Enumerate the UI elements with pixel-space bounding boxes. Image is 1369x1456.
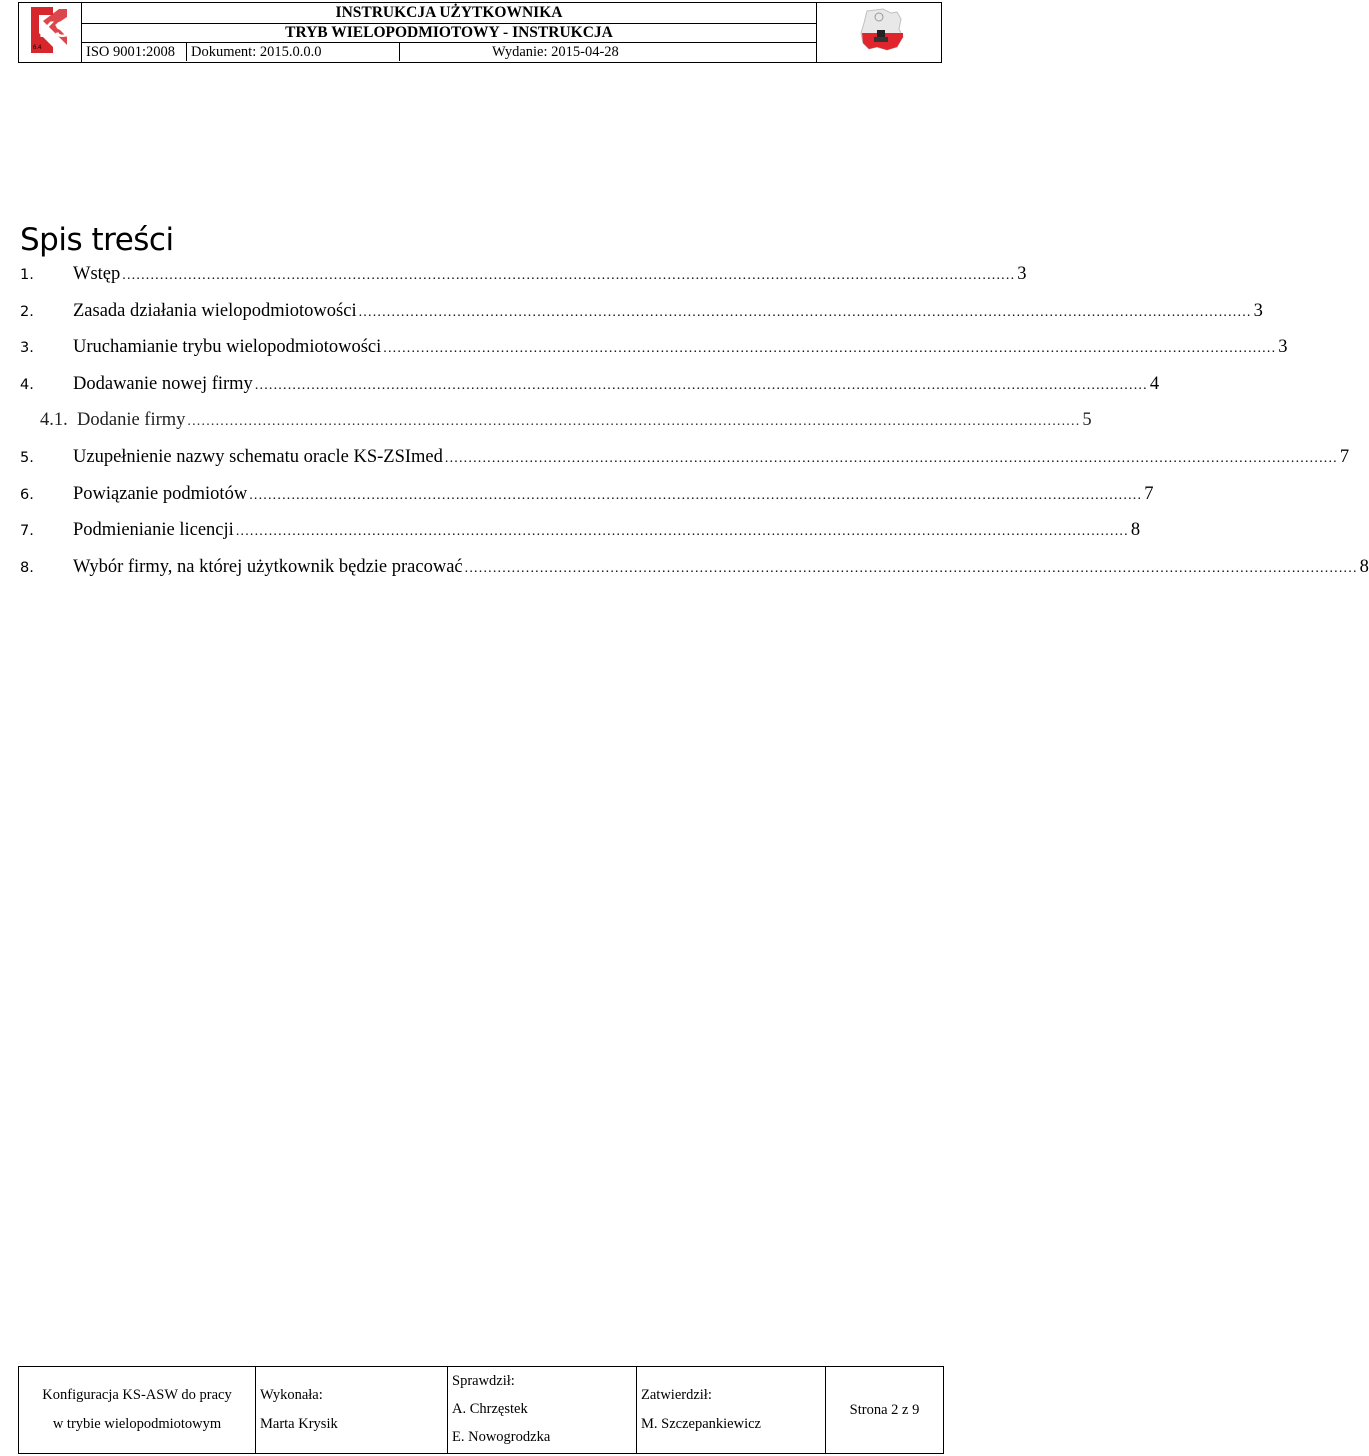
toc-item[interactable]: 3. Uruchamianie trybu wielopodmiotowości .............................................................................................................................................................................................. 3 <box>20 337 1288 358</box>
header-iso: ISO 9001:2008 <box>82 43 187 61</box>
toc-title: Spis treści <box>20 222 174 258</box>
header-edition: Wydanie: 2015-04-28 <box>492 44 619 60</box>
header-title-line1: INSTRUKCJA UŻYTKOWNIKA <box>335 4 563 21</box>
header-meta-row <box>82 42 816 61</box>
certificate-poland-map-icon <box>817 3 939 57</box>
footer-document-name: Konfiguracja KS-ASW do pracy w trybie wielopodmiotowym <box>19 1367 256 1454</box>
ks-logo-icon <box>19 3 79 57</box>
ks-logo-cell <box>19 3 82 63</box>
document-header <box>18 2 942 58</box>
toc-item[interactable]: 2. Zasada działania wielopodmiotowości .............................................................................................................................................................................................. 3 <box>20 300 1263 321</box>
header-title-line2: TRYB WIELOPODMIOTOWY - INSTRUKCJA <box>82 23 816 42</box>
toc-item[interactable]: 8. Wybór firmy, na której użytkownik będzie pracować .............................................................................................................................................................................................. 8 <box>20 556 1369 577</box>
footer-approved-by: Zatwierdził: M. Szczepankiewicz <box>637 1367 826 1454</box>
toc-subitem[interactable]: 4.1. Dodanie firmy .............................................................................................................................................................................................. 5 <box>40 410 1092 431</box>
document-footer <box>18 1366 944 1454</box>
footer-checked-by: Sprawdził: A. Chrzęstek E. Nowogrodzka <box>448 1367 637 1454</box>
toc-item[interactable]: 1. Wstęp .............................................................................................................................................................................................. 3 <box>20 264 1027 284</box>
toc-item[interactable]: 7. Podmienianie licencji .............................................................................................................................................................................................. 8 <box>20 520 1141 541</box>
svg-text:KS: KS <box>39 17 70 42</box>
table-of-contents <box>20 264 1369 593</box>
svg-text:6.4: 6.4 <box>33 45 42 51</box>
toc-item[interactable]: 6. Powiązanie podmiotów .............................................................................................................................................................................................. 7 <box>20 483 1154 504</box>
footer-page-number: Strona 2 z 9 <box>826 1367 944 1454</box>
toc-item[interactable]: 4. Dodawanie nowej firmy .............................................................................................................................................................................................. 4 <box>20 373 1160 394</box>
header-document: Dokument: 2015.0.0.0 <box>187 43 400 61</box>
certificate-logo-cell <box>817 3 942 63</box>
toc-item[interactable]: 5. Uzupełnienie nazwy schematu oracle KS-ZSImed .............................................................................................................................................................................................. 7 <box>20 446 1350 467</box>
footer-made-by: Wykonała: Marta Krysik <box>256 1367 448 1454</box>
